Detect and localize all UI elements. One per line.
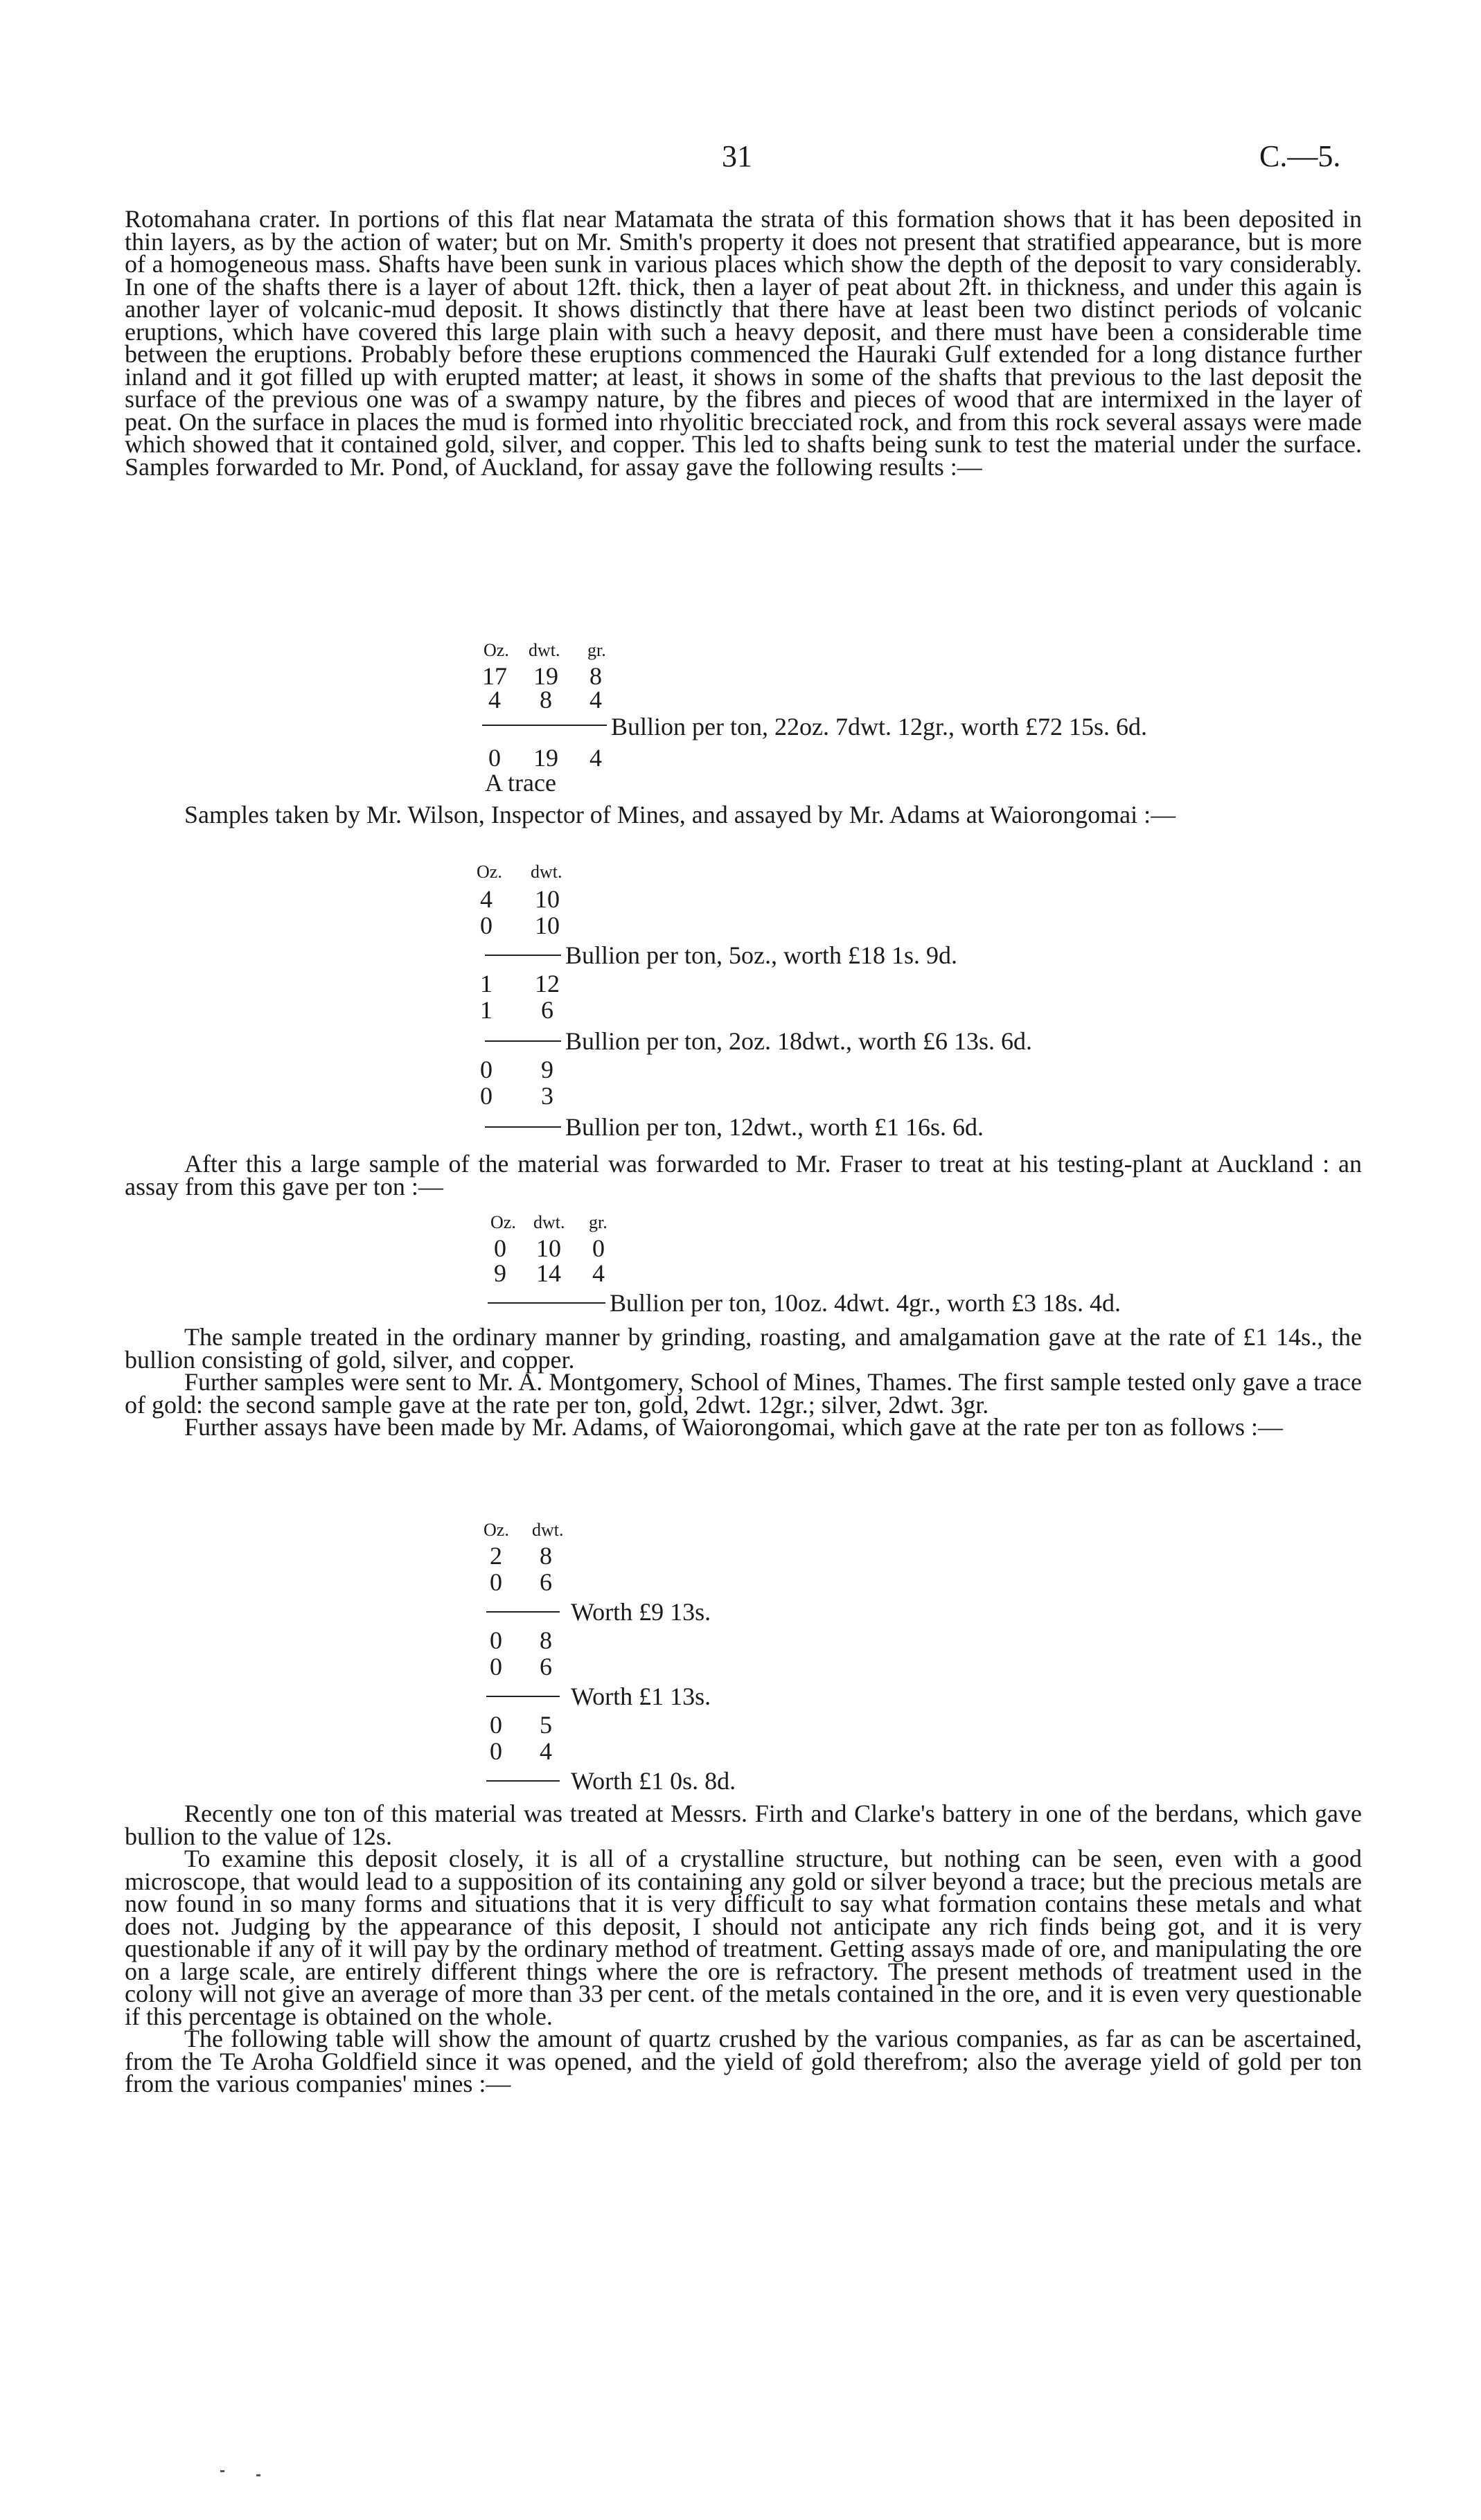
assay-value: 0 [490, 1653, 502, 1680]
column-header-oz: Oz. [484, 640, 509, 660]
assay-value: 14 [536, 1259, 561, 1287]
column-header-oz: Oz. [490, 1212, 516, 1232]
assay-value: 0 [494, 1234, 506, 1262]
column-header-dwt: dwt. [529, 640, 560, 660]
column-header-gr: gr. [589, 1212, 608, 1232]
body-text-block-5 [125, 1802, 1362, 2095]
paragraph: Samples taken by Mr. Wilson, Inspector of Mines, and assayed by Mr. Adams at Waiorongomai :— [184, 801, 1176, 828]
assay-value: 4 [589, 686, 602, 713]
sum-rule [485, 1126, 561, 1128]
assay-value: 5 [540, 1711, 552, 1739]
assay-value: 4 [592, 1259, 605, 1287]
paragraph: The following table will show the amount of quartz crushed by the various companies, as far as can be ascertained, from the Te Aroha Goldfield since it was opened, and the yield of gold therefrom; also the average yield of gold per ton from the various companies' mines :— [125, 2025, 1362, 2097]
assay-value: 4 [480, 885, 493, 913]
assay-value: 0 [490, 1737, 502, 1765]
assay-value: 10 [535, 912, 560, 939]
sum-rule [485, 955, 561, 956]
assay-value: A trace [485, 769, 556, 797]
assay-value: 12 [535, 970, 560, 997]
assay-result: Bullion per ton, 5oz., worth £18 1s. 9d. [565, 941, 957, 969]
assay-result: Bullion per ton, 12dwt., worth £1 16s. 6d. [565, 1113, 984, 1141]
assay-value: 19 [533, 744, 558, 772]
paragraph: Recently one ton of this material was treated at Messrs. Firth and Clarke's battery in one of the berdans, which gave bullion to the value of 12s. [125, 1800, 1362, 1850]
sum-rule [486, 1780, 560, 1782]
body-text-block-3 [125, 1150, 1362, 1200]
assay-value: 19 [533, 662, 558, 690]
body-text-block-2 [125, 801, 1362, 828]
document-reference: C.—5. [1259, 139, 1341, 173]
assay-result: Bullion per ton, 22oz. 7dwt. 12gr., worth £72 15s. 6d. [611, 713, 1147, 740]
assay-value: 4 [589, 744, 602, 772]
assay-value: 1 [480, 970, 493, 997]
assay-value: 17 [482, 662, 507, 690]
paragraph: Further assays have been made by Mr. Adams, of Waiorongomai, which gave at the rate per ton as follows :— [184, 1413, 1284, 1441]
paragraph: After this a large sample of the material was forwarded to Mr. Fraser to treat at his testing-plant at Auckland : an assay from this gave per ton :— [125, 1150, 1362, 1200]
assay-value: 9 [494, 1259, 506, 1287]
assay-value: 2 [490, 1542, 502, 1570]
assay-value: 0 [480, 1056, 493, 1083]
paragraph: Rotomahana crater. In portions of this flat near Matamata the strata of this formation shows that it has been deposited in thin layers, as by the action of water; but on Mr. Smith's property it does not present that stratified appearance, but is more of a homogeneous mass. Shafts have been sunk in various places which show the depth of the deposit to vary considerably. In one of the shafts there is a layer of about 12ft. thick, then a layer of peat about 2ft. in thickness, and under this again is another layer of volcanic-mud deposit. It shows distinctly that there have at least been two distinct periods of volcanic eruptions, which have covered this large plain with such a heavy deposit, and there must have been a considerable time between the eruptions. Probably before these eruptions commenced the Hauraki Gulf extended for a long distance further inland and it got filled up with erupted matter; at least, it shows in some of the shafts that previous to the last deposit the surface of the previous one was of a swampy nature, by the fibres and pieces of wood that are intermixed in the layer of peat. On the surface in places the mud is formed into rhyolitic brecciated rock, and from this rock several assays were made which showed that it contained gold, silver, and copper. This led to shafts being sunk to test the material under the surface. Samples forwarded to Mr. Pond, of Auckland, for assay gave the following results :— [125, 205, 1362, 481]
assay-value: 10 [535, 885, 560, 913]
column-header-dwt: dwt. [533, 1212, 565, 1232]
column-header-oz: Oz. [477, 862, 502, 882]
assay-value: 0 [490, 1568, 502, 1596]
body-text-block-4 [125, 1323, 1362, 1441]
assay-value: 3 [541, 1082, 553, 1110]
paragraph: Further samples were sent to Mr. A. Montgomery, School of Mines, Thames. The first sample tested only gave a trace of gold: the second sample gave at the rate per ton, gold, 2dwt. 12gr.; silver, 2dwt. 3gr. [125, 1368, 1362, 1419]
assay-value: 10 [536, 1234, 561, 1262]
assay-value: 6 [540, 1568, 552, 1596]
assay-value: 8 [589, 662, 602, 690]
assay-value: 6 [541, 996, 553, 1024]
page-number: 31 [722, 139, 752, 173]
body-text-block-1 [125, 205, 1362, 481]
assay-value: 0 [488, 744, 501, 772]
assay-value: 4 [488, 686, 501, 713]
assay-value: 8 [540, 1626, 552, 1654]
assay-value: 0 [490, 1626, 502, 1654]
assay-value: 0 [490, 1711, 502, 1739]
assay-value: 9 [541, 1056, 553, 1083]
assay-value: 6 [540, 1653, 552, 1680]
assay-result: Bullion per ton, 10oz. 4dwt. 4gr., worth £3 18s. 4d. [610, 1289, 1121, 1317]
sum-rule [488, 1302, 605, 1304]
assay-value: 8 [540, 686, 552, 713]
column-header-dwt: dwt. [531, 862, 562, 882]
paragraph: The sample treated in the ordinary manner by grinding, roasting, and amalgamation gave at the rate of £1 14s., the bullion consisting of gold, silver, and copper. [125, 1323, 1362, 1374]
assay-result: Worth £1 0s. 8d. [571, 1767, 736, 1795]
sum-rule [486, 1611, 560, 1613]
sum-rule [486, 1696, 560, 1697]
paragraph: To examine this deposit closely, it is all of a crystalline structure, but nothing can be seen, even with a good microscope, that would lead to a supposition of its containing any gold or silver beyond a trace; but the precious metals are now found in so many forms and situations that it is very difficult to say what formation contains these metals and what does not. Judging by the appearance of this deposit, I should not anticipate any rich finds being got, and it is very questionable if any of it will pay by the ordinary method of treatment. Getting assays made of ore, and manipulating the ore on a large scale, are entirely different things where the ore is refractory. The present methods of treatment used in the colony will not give an average of more than 33 per cent. of the metals contained in the ore, and it is even very questionable if this percentage is obtained on the whole. [125, 1845, 1362, 2030]
assay-value: 0 [592, 1234, 605, 1262]
assay-result: Worth £9 13s. [571, 1598, 711, 1626]
assay-value: 8 [540, 1542, 552, 1570]
assay-value: 0 [480, 912, 493, 939]
column-header-gr: gr. [587, 640, 606, 660]
scan-mark [220, 2470, 224, 2472]
assay-result: Worth £1 13s. [571, 1683, 711, 1710]
sum-rule [482, 725, 607, 726]
assay-value: 4 [540, 1737, 552, 1765]
assay-value: 0 [480, 1082, 493, 1110]
sum-rule [485, 1040, 561, 1042]
assay-result: Bullion per ton, 2oz. 18dwt., worth £6 13s. 6d. [565, 1027, 1032, 1055]
column-header-oz: Oz. [484, 1520, 509, 1540]
column-header-dwt: dwt. [532, 1520, 564, 1540]
scan-mark [256, 2474, 260, 2476]
assay-value: 1 [480, 996, 493, 1024]
